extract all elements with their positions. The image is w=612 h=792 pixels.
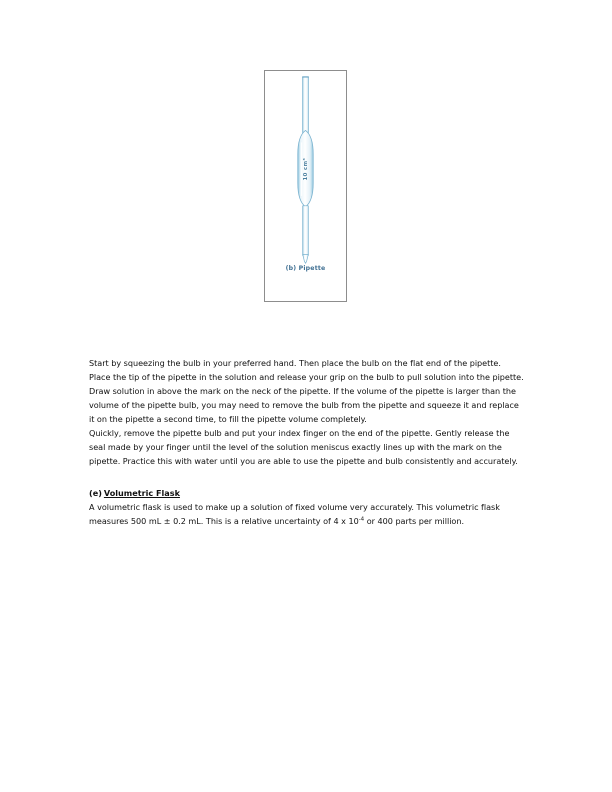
pipette-tip [303,254,309,263]
bulb-volume-label: 10 cm³ [303,157,310,181]
figure-caption: (b) Pipette [285,265,326,272]
paragraph-volumetric-flask [89,500,525,528]
section-heading [89,486,525,500]
pipette-lower-stem [303,206,309,256]
section-heading-prefix: (e) [89,488,102,499]
document-text-body [89,356,525,529]
pipette-figure-frame [264,70,347,302]
pipette-upper-stem [302,77,308,133]
section-spacer [89,468,525,486]
paragraph-pipette-meniscus: Quickly, remove the pipette bulb and put your index finger on the end of the pipette. Gently release the seal made by your finger until the level of the solution meniscus exactly lines up with the mark on the pipette. Practice this with water until you are able to use the pipette and bulb consistently and accurately. [89,428,518,467]
paragraph-pipette-fill: Place the tip of the pipette in the solution and release your grip on the bulb to pull solution into the pipette. Draw solution in above the mark on the neck of the pipette. If the volume of the pipette is larger than the volume of the pipette bulb, you may need to remove the bulb from the pipette and squeeze it and replace it on the pipette a second time, to fill the pipette volume completely. [89,372,524,425]
flask-text-part-1: A volumetric flask is used to make up a solution of fixed volume very accurately. This volumetric flask measures 500 mL ± 0.2 mL. This is a relative uncertainty of 4 x 10 [89,502,500,527]
paragraph-pipette-bulb-start: Start by squeezing the bulb in your preferred hand. Then place the bulb on the flat end of the pipette. [89,358,501,368]
section-heading-title: Volumetric Flask [103,488,180,499]
flask-exponent: -4 [358,516,365,523]
flask-text-part-2: or 400 parts per million. [364,516,465,527]
